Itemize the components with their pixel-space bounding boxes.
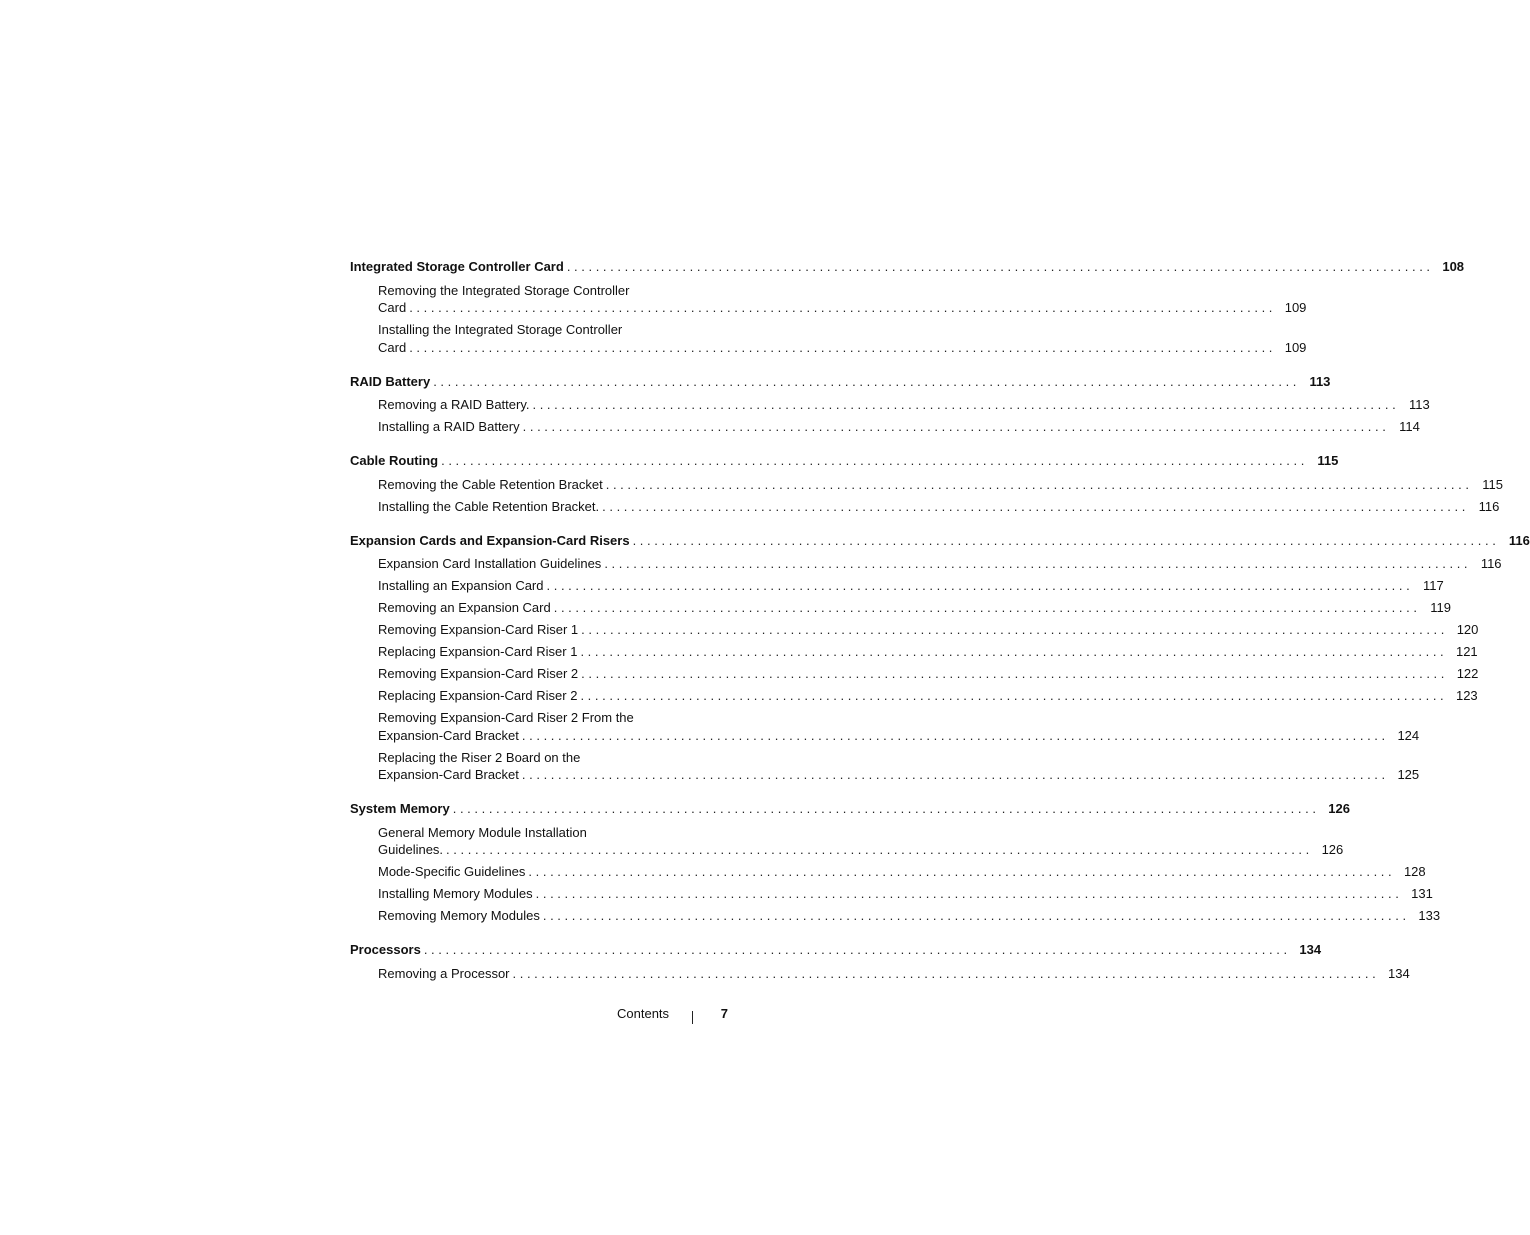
- toc-entry-line: [378, 687, 1478, 705]
- toc-entry-line: [378, 282, 688, 300]
- dot-leader: . . . . . . . . . . . . . . . . . . . . . . . . . . . . . . . . . . . . . . . . . . . . . . . . . . . . . . . . . . . . . . . . . . . . . . . . . . . . . . . . . . . . . . . . . . . . . . . . . . . . . . . . . . . . . . . . . . . . . . . .: [605, 476, 1469, 492]
- toc-subsection-entry[interactable]: [350, 321, 1307, 356]
- toc-entry-line: [378, 299, 1307, 317]
- toc-page-number: 124: [1397, 727, 1420, 743]
- toc-subsection-entry[interactable]: [350, 577, 1444, 595]
- toc-page-number: 121: [1455, 644, 1478, 659]
- toc-subsection-entry[interactable]: [350, 476, 1503, 494]
- toc-page-number: 113: [1408, 397, 1430, 412]
- toc-page-number: 125: [1397, 767, 1420, 782]
- toc-entry-title: Removing an Expansion Card: [378, 600, 551, 615]
- toc-page-number: 128: [1403, 864, 1426, 879]
- toc-entry-title: Removing a Processor: [378, 965, 510, 981]
- toc-page-number: 116: [1480, 556, 1502, 571]
- toc-subsection-entry[interactable]: [350, 965, 1410, 983]
- toc-subsection-entry[interactable]: [350, 621, 1479, 639]
- page-footer: [560, 1006, 728, 1026]
- toc-entry-line: [378, 577, 1444, 595]
- toc-subsection-entry[interactable]: [350, 498, 1500, 516]
- footer-page-number: 7: [720, 1006, 728, 1021]
- footer-section-label: Contents: [617, 1006, 670, 1021]
- toc-entry-title: Installing a RAID Battery: [378, 419, 520, 434]
- toc-entry-title: Removing Expansion-Card Riser 2 From the: [378, 710, 634, 725]
- dot-leader: . . . . . . . . . . . . . . . . . . . . . . . . . . . . . . . . . . . . . . . . . . . . . . . . . . . . . . . . . . . . . . . . . . . . . . . . . . . . . . . . . . . . . . . . . . . . . . . . . . . . . . . . . . . . . . . . . . . . . . . .: [580, 688, 1444, 703]
- toc-entry-title: Replacing the Riser 2 Board on the: [378, 749, 581, 765]
- toc-entry-line: [378, 321, 688, 339]
- dot-leader: . . . . . . . . . . . . . . . . . . . . . . . . . . . . . . . . . . . . . . . . . . . . . . . . . . . . . . . . . . . . . . . . . . . . . . . . . . . . . . . . . . . . . . . . . . . . . . . . . . . . . . . . . . . . . . . . . . . . . . . .: [580, 644, 1444, 659]
- toc-entry-line: [378, 824, 688, 842]
- toc-page-number: 116: [1478, 498, 1500, 514]
- dot-leader: . . . . . . . . . . . . . . . . . . . . . . . . . . . . . . . . . . . . . . . . . . . . . . . . . . . . . . . . . . . . . . . . . . . . . . . . . . . . . . . . . . . . . . . . . . . . . . . . . . . . . . . . . . . . . . . . . . . . . . . .: [452, 801, 1316, 816]
- toc-entry-title: General Memory Module Installation: [378, 824, 587, 840]
- toc-entry-title: Installing the Cable Retention Bracket.: [378, 498, 600, 514]
- dot-leader: . . . . . . . . . . . . . . . . . . . . . . . . . . . . . . . . . . . . . . . . . . . . . . . . . . . . . . . . . . . . . . . . . . . . . . . . . . . . . . . . . . . . . . . . . . . . . . . . . . . . . . . . . . . . . . . . . . . . . . . .: [566, 259, 1431, 274]
- footer-separator: [692, 1011, 693, 1024]
- toc-entry-line: [350, 373, 1331, 391]
- toc-section-entry[interactable]: [350, 373, 1331, 391]
- toc-entry-title: Installing the Integrated Storage Controller: [378, 322, 623, 337]
- toc-entry-title: Expansion Cards and Expansion-Card Risers: [350, 532, 630, 548]
- toc-entry-line: [378, 418, 1420, 436]
- toc-section-entry[interactable]: [350, 941, 1322, 959]
- toc-page-number: 133: [1418, 908, 1441, 923]
- dot-leader: . . . . . . . . . . . . . . . . . . . . . . . . . . . . . . . . . . . . . . . . . . . . . . . . . . . . . . . . . . . . . . . . . . . . . . . . . . . . . . . . . . . . . . . . . . . . . . . . . . . . . . . . . . . . . . . . . . . . . . . .: [409, 339, 1273, 355]
- toc-entry-title: Expansion-Card Bracket: [378, 767, 519, 782]
- toc-entry-line: [350, 258, 1465, 276]
- toc-subsection-entry[interactable]: [350, 643, 1478, 661]
- dot-leader: . . . . . . . . . . . . . . . . . . . . . . . . . . . . . . . . . . . . . . . . . . . . . . . . . . . . . . . . . . . . . . . . . . . . . . . . . . . . . . . . . . . . . . . . . . . . . . . . . . . . . . . . . . . . . . . . . . . . . . . .: [581, 622, 1445, 637]
- toc-subsection-entry[interactable]: [350, 418, 1420, 436]
- dot-leader: . . . . . . . . . . . . . . . . . . . . . . . . . . . . . . . . . . . . . . . . . . . . . . . . . . . . . . . . . . . . . . . . . . . . . . . . . . . . . . . . . . . . . . . . . . . . . . . . . . . . . . . . . . . . . . . . . . . . . . . .: [604, 556, 1468, 571]
- toc-entry-line: [378, 863, 1426, 881]
- toc-subsection-entry[interactable]: [350, 709, 1420, 744]
- toc-subsection-entry[interactable]: [350, 665, 1479, 683]
- toc-page-number: 120: [1456, 622, 1479, 637]
- toc-entry-line: [378, 907, 1441, 925]
- toc-subsection-entry[interactable]: [350, 885, 1433, 903]
- toc-entry-title: Integrated Storage Controller Card: [350, 259, 564, 274]
- toc-entry-title: Installing Memory Modules: [378, 886, 533, 901]
- toc-entry-title: Removing the Integrated Storage Controller: [378, 282, 630, 298]
- toc-page-number: 122: [1456, 666, 1479, 681]
- toc-subsection-entry[interactable]: [350, 824, 1344, 859]
- toc-subsection-entry[interactable]: [350, 396, 1430, 414]
- toc-entry-line: [350, 452, 1339, 470]
- toc-entry-title: Removing a RAID Battery.: [378, 397, 530, 412]
- toc-entry-line: [378, 498, 1500, 516]
- toc-page-number: 131: [1411, 886, 1433, 901]
- toc-entry-title: Guidelines.: [378, 842, 444, 857]
- toc-entry-title: Removing Expansion-Card Riser 1: [378, 622, 579, 637]
- dot-leader: . . . . . . . . . . . . . . . . . . . . . . . . . . . . . . . . . . . . . . . . . . . . . . . . . . . . . . . . . . . . . . . . . . . . . . . . . . . . . . . . . . . . . . . . . . . . . . . . . . . . . . . . . . . . . . . . . . . . . . . .: [535, 886, 1399, 901]
- toc-entry-line: [378, 555, 1502, 573]
- toc-entry-title: Expansion Card Installation Guidelines: [378, 556, 602, 571]
- dot-leader: . . . . . . . . . . . . . . . . . . . . . . . . . . . . . . . . . . . . . . . . . . . . . . . . . . . . . . . . . . . . . . . . . . . . . . . . . . . . . . . . . . . . . . . . . . . . . . . . . . . . . . . . . . . . . . . . . . . . . . . .: [512, 965, 1376, 981]
- dot-leader: . . . . . . . . . . . . . . . . . . . . . . . . . . . . . . . . . . . . . . . . . . . . . . . . . . . . . . . . . . . . . . . . . . . . . . . . . . . . . . . . . . . . . . . . . . . . . . . . . . . . . . . . . . . . . . . . . . . . . . . .: [528, 864, 1392, 879]
- toc-entry-line: [378, 621, 1479, 639]
- toc-page-number: 126: [1328, 801, 1350, 816]
- toc-entry-title: Processors: [350, 942, 421, 957]
- toc-entry-line: [378, 749, 688, 767]
- toc-subsection-entry[interactable]: [350, 863, 1426, 881]
- toc-entry-line: [378, 709, 688, 727]
- dot-leader: . . . . . . . . . . . . . . . . . . . . . . . . . . . . . . . . . . . . . . . . . . . . . . . . . . . . . . . . . . . . . . . . . . . . . . . . . . . . . . . . . . . . . . . . . . . . . . . . . . . . . . . . . . . . . . . . . . . . . . . .: [532, 397, 1396, 412]
- toc-section-entry[interactable]: [350, 258, 1465, 276]
- toc-page-number: 108: [1442, 259, 1465, 274]
- toc-subsection-entry[interactable]: [350, 749, 1420, 784]
- toc-subsection-entry[interactable]: [350, 907, 1441, 925]
- toc-page-number: 123: [1455, 688, 1478, 703]
- toc-section-entry[interactable]: [350, 452, 1339, 470]
- dot-leader: . . . . . . . . . . . . . . . . . . . . . . . . . . . . . . . . . . . . . . . . . . . . . . . . . . . . . . . . . . . . . . . . . . . . . . . . . . . . . . . . . . . . . . . . . . . . . . . . . . . . . . . . . . . . . . . . . . . . . . . .: [542, 908, 1407, 923]
- toc-entry-title: Replacing Expansion-Card Riser 1: [378, 644, 578, 659]
- toc-page-number: 109: [1284, 300, 1307, 315]
- dot-leader: . . . . . . . . . . . . . . . . . . . . . . . . . . . . . . . . . . . . . . . . . . . . . . . . . . . . . . . . . . . . . . . . . . . . . . . . . . . . . . . . . . . . . . . . . . . . . . . . . . . . . . . . . . . . . . . . . . . . . . . .: [446, 842, 1310, 857]
- toc-entry-title: RAID Battery: [350, 373, 431, 389]
- toc-subsection-entry[interactable]: [350, 282, 1307, 317]
- toc-entry-title: Replacing Expansion-Card Riser 2: [378, 688, 578, 703]
- toc-entry-title: Removing Memory Modules: [378, 908, 540, 923]
- toc-entry-line: [378, 599, 1451, 617]
- dot-leader: . . . . . . . . . . . . . . . . . . . . . . . . . . . . . . . . . . . . . . . . . . . . . . . . . . . . . . . . . . . . . . . . . . . . . . . . . . . . . . . . . . . . . . . . . . . . . . . . . . . . . . . . . . . . . . . . . . . . . . . .: [433, 373, 1297, 389]
- dot-leader: . . . . . . . . . . . . . . . . . . . . . . . . . . . . . . . . . . . . . . . . . . . . . . . . . . . . . . . . . . . . . . . . . . . . . . . . . . . . . . . . . . . . . . . . . . . . . . . . . . . . . . . . . . . . . . . . . . . . . . . .: [409, 300, 1273, 315]
- toc-section-entry[interactable]: [350, 800, 1350, 818]
- toc-entry-title: Mode-Specific Guidelines: [378, 864, 526, 879]
- toc-entry-line: [350, 941, 1322, 959]
- toc-page-number: 109: [1284, 339, 1307, 355]
- toc-subsection-entry[interactable]: [350, 555, 1502, 573]
- dot-leader: . . . . . . . . . . . . . . . . . . . . . . . . . . . . . . . . . . . . . . . . . . . . . . . . . . . . . . . . . . . . . . . . . . . . . . . . . . . . . . . . . . . . . . . . . . . . . . . . . . . . . . . . . . . . . . . . . . . . . . . .: [521, 727, 1386, 743]
- toc-page-number: 115: [1317, 453, 1339, 468]
- toc-entry-title: Expansion-Card Bracket: [378, 727, 519, 743]
- toc-entry-title: System Memory: [350, 801, 450, 816]
- toc-entry-line: [378, 965, 1410, 983]
- dot-leader: . . . . . . . . . . . . . . . . . . . . . . . . . . . . . . . . . . . . . . . . . . . . . . . . . . . . . . . . . . . . . . . . . . . . . . . . . . . . . . . . . . . . . . . . . . . . . . . . . . . . . . . . . . . . . . . . . . . . . . . .: [581, 666, 1445, 681]
- toc-section-entry[interactable]: [350, 532, 1530, 550]
- toc-subsection-entry[interactable]: [350, 687, 1478, 705]
- toc-page-number: 117: [1423, 578, 1444, 593]
- table-of-contents: [350, 258, 1530, 982]
- dot-leader: . . . . . . . . . . . . . . . . . . . . . . . . . . . . . . . . . . . . . . . . . . . . . . . . . . . . . . . . . . . . . . . . . . . . . . . . . . . . . . . . . . . . . . . . . . . . . . . . . . . . . . . . . . . . . . . . . . . . . . . .: [602, 498, 1466, 514]
- dot-leader: . . . . . . . . . . . . . . . . . . . . . . . . . . . . . . . . . . . . . . . . . . . . . . . . . . . . . . . . . . . . . . . . . . . . . . . . . . . . . . . . . . . . . . . . . . . . . . . . . . . . . . . . . . . . . . . . . . . . . . . .: [521, 767, 1386, 782]
- dot-leader: . . . . . . . . . . . . . . . . . . . . . . . . . . . . . . . . . . . . . . . . . . . . . . . . . . . . . . . . . . . . . . . . . . . . . . . . . . . . . . . . . . . . . . . . . . . . . . . . . . . . . . . . . . . . . . . . . . . . . . . .: [522, 419, 1386, 434]
- toc-entry-title: Card: [378, 300, 407, 315]
- toc-subsection-entry[interactable]: [350, 599, 1451, 617]
- toc-entry-title: Card: [378, 339, 407, 355]
- toc-entry-title: Installing an Expansion Card: [378, 578, 544, 593]
- toc-entry-line: [378, 665, 1479, 683]
- toc-entry-title: Removing the Cable Retention Bracket: [378, 476, 603, 492]
- toc-entry-line: [378, 396, 1430, 414]
- toc-entry-title: Cable Routing: [350, 453, 439, 468]
- toc-entry-line: [378, 643, 1478, 661]
- toc-page-number: 126: [1321, 842, 1344, 857]
- toc-entry-title: Removing Expansion-Card Riser 2: [378, 666, 579, 681]
- dot-leader: . . . . . . . . . . . . . . . . . . . . . . . . . . . . . . . . . . . . . . . . . . . . . . . . . . . . . . . . . . . . . . . . . . . . . . . . . . . . . . . . . . . . . . . . . . . . . . . . . . . . . . . . . . . . . . . . . . . . . . . .: [441, 453, 1305, 468]
- dot-leader: . . . . . . . . . . . . . . . . . . . . . . . . . . . . . . . . . . . . . . . . . . . . . . . . . . . . . . . . . . . . . . . . . . . . . . . . . . . . . . . . . . . . . . . . . . . . . . . . . . . . . . . . . . . . . . . . . . . . . . . .: [632, 532, 1496, 548]
- toc-page-number: 116: [1508, 532, 1530, 548]
- dot-leader: . . . . . . . . . . . . . . . . . . . . . . . . . . . . . . . . . . . . . . . . . . . . . . . . . . . . . . . . . . . . . . . . . . . . . . . . . . . . . . . . . . . . . . . . . . . . . . . . . . . . . . . . . . . . . . . . . . . . . . . .: [546, 578, 1410, 593]
- toc-entry-line: [378, 476, 1503, 494]
- toc-entry-line: [378, 885, 1433, 903]
- toc-page-number: 114: [1399, 419, 1420, 434]
- toc-entry-line: [378, 727, 1420, 745]
- dot-leader: . . . . . . . . . . . . . . . . . . . . . . . . . . . . . . . . . . . . . . . . . . . . . . . . . . . . . . . . . . . . . . . . . . . . . . . . . . . . . . . . . . . . . . . . . . . . . . . . . . . . . . . . . . . . . . . . . . . . . . . .: [423, 942, 1288, 957]
- toc-entry-line: [350, 532, 1530, 550]
- toc-page-number: 115: [1482, 476, 1503, 492]
- toc-page-number: 134: [1299, 942, 1322, 957]
- toc-entry-line: [350, 800, 1350, 818]
- toc-entry-line: [378, 766, 1420, 784]
- dot-leader: . . . . . . . . . . . . . . . . . . . . . . . . . . . . . . . . . . . . . . . . . . . . . . . . . . . . . . . . . . . . . . . . . . . . . . . . . . . . . . . . . . . . . . . . . . . . . . . . . . . . . . . . . . . . . . . . . . . . . . . .: [553, 600, 1417, 615]
- toc-entry-line: [378, 339, 1307, 357]
- toc-entry-line: [378, 841, 1344, 859]
- toc-page-number: 119: [1430, 600, 1451, 615]
- toc-page-number: 134: [1388, 965, 1410, 981]
- toc-page-number: 113: [1309, 373, 1331, 389]
